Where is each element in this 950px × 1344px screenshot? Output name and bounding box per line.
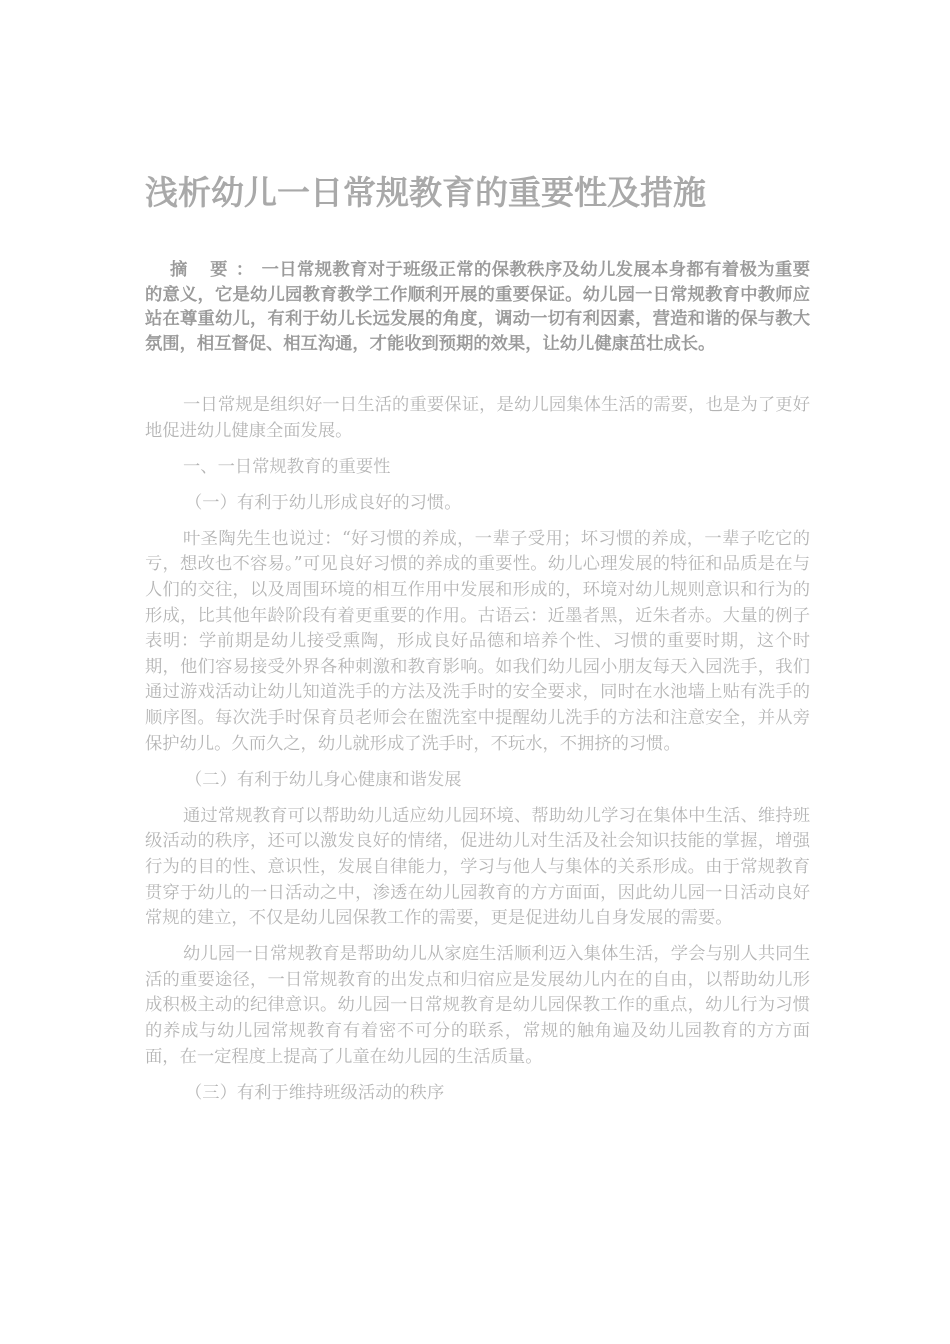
body-paragraph: 叶圣陶先生也说过：“好习惯的养成，一辈子受用；坏习惯的养成，一辈子吃它的亏，想改也不容易。”可见良好习惯的养成的重要性。幼儿心理发展的特征和品质是在与人们的交往，以及周围环境的相互作用中发展和形成的，环境对幼儿规则意识和行为的形成，比其他年龄阶段有着更重要的作用。古语云：近墨者黑，近朱者赤。大量的例子表明：学前期是幼儿接受熏陶，形成良好品德和培养个性、习惯的重要时期，这个时期，他们容易接受外界各种刺激和教育影响。如我们幼儿园小朋友每天入园洗手，我们通过游戏活动让幼儿知道洗手的方法及洗手时的安全要求，同时在水池墙上贴有洗手的顺序图。每次洗手时保育员老师会在盥洗室中提醒幼儿洗手的方法和注意安全，并从旁保护幼儿。久而久之，幼儿就形成了洗手时，不玩水，不拥挤的习惯。 bbox=[145, 528, 810, 754]
section-heading: 一、一日常规教育的重要性 bbox=[183, 456, 391, 477]
intro-paragraph: 一日常规是组织好一日生活的重要保证，是幼儿园集体生活的需要，也是为了更好地促进幼儿健康全面发展。 bbox=[145, 395, 810, 441]
document-title: 浅析幼儿一日常规教育的重要性及措施 bbox=[145, 173, 706, 212]
body-paragraph: 通过常规教育可以帮助幼儿适应幼儿园环境、帮助幼儿学习在集体中生活、维持班级活动的秩序，还可以激发良好的情绪，促进幼儿对生活及社会知识技能的掌握，增强行为的目的性、意识性，发展自律能力，学习与他人与集体的关系形成。由于常规教育贯穿于幼儿的一日活动之中，渗透在幼儿园教育的方方面面，因此幼儿园一日活动良好常规的建立，不仅是幼儿园保教工作的需要，更是促进幼儿自身发展的需要。 bbox=[145, 805, 810, 929]
subsection-heading: （二）有利于幼儿身心健康和谐发展 bbox=[185, 769, 462, 790]
abstract-text: 一日常规教育对于班级正常的保教秩序及幼儿发展本身都有着极为重要的意义，它是幼儿园教育教学工作顺利开展的重要保证。幼儿园一日常规教育中教师应站在尊重幼儿，有利于幼儿长远发展的角度，调动一切有利因素，营造和谐的保与教大氛围，相互督促、相互沟通，才能收到预期的效果，让幼儿健康茁壮成长。 bbox=[145, 260, 810, 354]
body-text bbox=[145, 393, 810, 1117]
abstract-paragraph bbox=[145, 258, 810, 356]
subsection-heading: （一）有利于幼儿形成良好的习惯。 bbox=[185, 492, 462, 513]
body-paragraph: 幼儿园一日常规教育是帮助幼儿从家庭生活顺利迈入集体生活，学会与别人共同生活的重要途径，一日常规教育的出发点和归宿应是发展幼儿内在的自由，以帮助幼儿形成积极主动的纪律意识。幼儿园一日常规教育是幼儿园保教工作的重点，幼儿行为习惯的养成与幼儿园常规教育有着密不可分的联系，常规的触角遍及幼儿园教育的方方面面，在一定程度上提高了儿童在幼儿园的生活质量。 bbox=[145, 944, 810, 1067]
subsection-heading: （三）有利于维持班级活动的秩序 bbox=[185, 1082, 445, 1103]
abstract-label: 摘 要： bbox=[170, 260, 262, 280]
